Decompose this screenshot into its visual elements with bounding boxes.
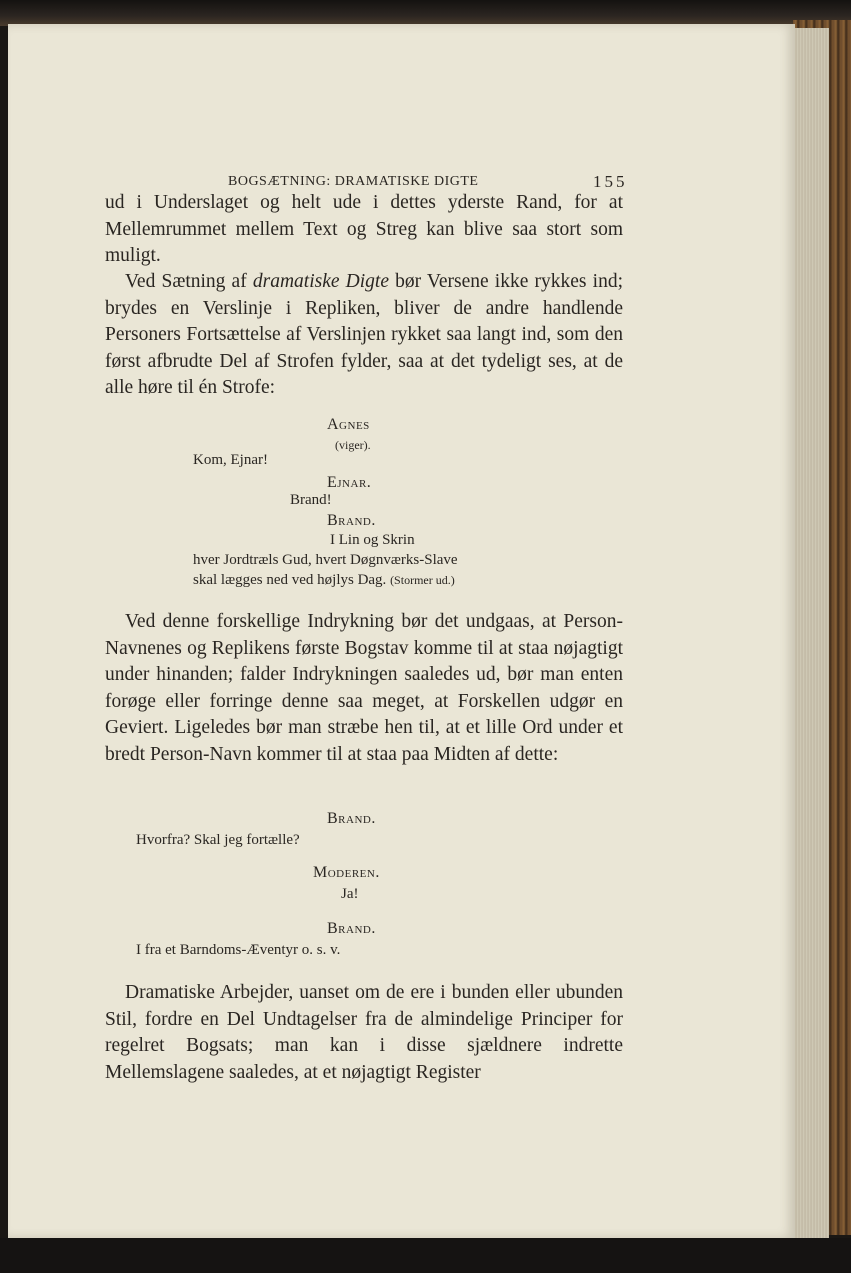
paragraph-1 [105,190,623,270]
paragraph-2-text [105,269,623,402]
verse-line-hvorfra: Hvorfra? Skal jeg fortælle? [136,832,300,848]
page-number: 155 [593,172,628,191]
verse-line-ja: Ja! [341,886,359,902]
paragraph-1-text: ud i Underslaget og helt ude i dettes yderste Rand, for at Mellemrummet mellem Text og Streg kan blive saa stort som muligt. [105,192,623,266]
verse-line-4: hver Jordtræls Gud, hvert Døgnværks-Slave [193,552,458,568]
book-bottom-edge [0,1238,851,1273]
running-title: BOGSÆTNING: DRAMATISKE DIGTE [228,174,479,189]
book-page [8,24,795,1238]
speaker-brand-2: Brand. [327,920,376,937]
stage-direction-agnes: (viger). [335,438,371,452]
verse-line-5-text: skal lægges ned ved højlys Dag. [193,572,387,588]
speaker-ejnar: Ejnar. [327,474,372,491]
speaker-moderen: Moderen. [313,864,380,881]
book-top-edge [0,0,851,26]
paragraph-2-after: bør Versene ikke rykkes ind; brydes en Verslinje i Repliken, bliver de andre handlende Personers Fortsættelse af Verslinjen rykket saa langt ind, som den først afbrudte Del af Strofen fylder, saa at det tydeligt ses, at de alle høre til én Strofe: [105,271,623,398]
verse-line-3: I Lin og Skrin [330,532,415,548]
speaker-brand-1: Brand. [327,810,376,827]
speaker-agnes: Agnes [327,416,370,433]
stage-direction-exit: (Stormer ud.) [390,573,455,587]
paragraph-3-text: Ved denne forskellige Indrykning bør det undgaas, at Person-Navnenes og Replikens første Bogstav komme til at staa nøjagtigt under hinanden; falder Indrykningen saaledes ud, bør man enten forøge eller forringe denne saa meget, at Forskellen udgør en Geviert. Ligeledes bør man stræbe hen til, at et lille Ord under et bredt Person-Navn kommer til at staa paa Midten af dette: [105,611,623,765]
paragraph-4 [105,980,623,1086]
speaker-brand: Brand. [327,512,376,529]
paragraph-3 [105,609,623,768]
verse-line-2: Brand! [290,492,332,508]
paragraph-2-emphasis: dramatiske Digte [252,271,389,292]
paragraph-4-text: Dramatiske Arbejder, uanset om de ere i bunden eller ubunden Stil, fordre en Del Undtagelser fra de almindelige Principer for regelret Bogsats; man kan i disse sjældnere indrette Mellemslagene saaledes, at et nøjagtigt Register [105,982,623,1083]
page-stack-edge [793,28,829,1238]
paragraph-2 [105,269,623,402]
verse-line-1: Kom, Ejnar! [193,452,268,468]
verse-line-5 [193,572,455,589]
verse-line-barndoms: I fra et Barndoms-Æventyr o. s. v. [136,942,341,958]
paragraph-2-before: Ved Sætning af [125,271,253,292]
